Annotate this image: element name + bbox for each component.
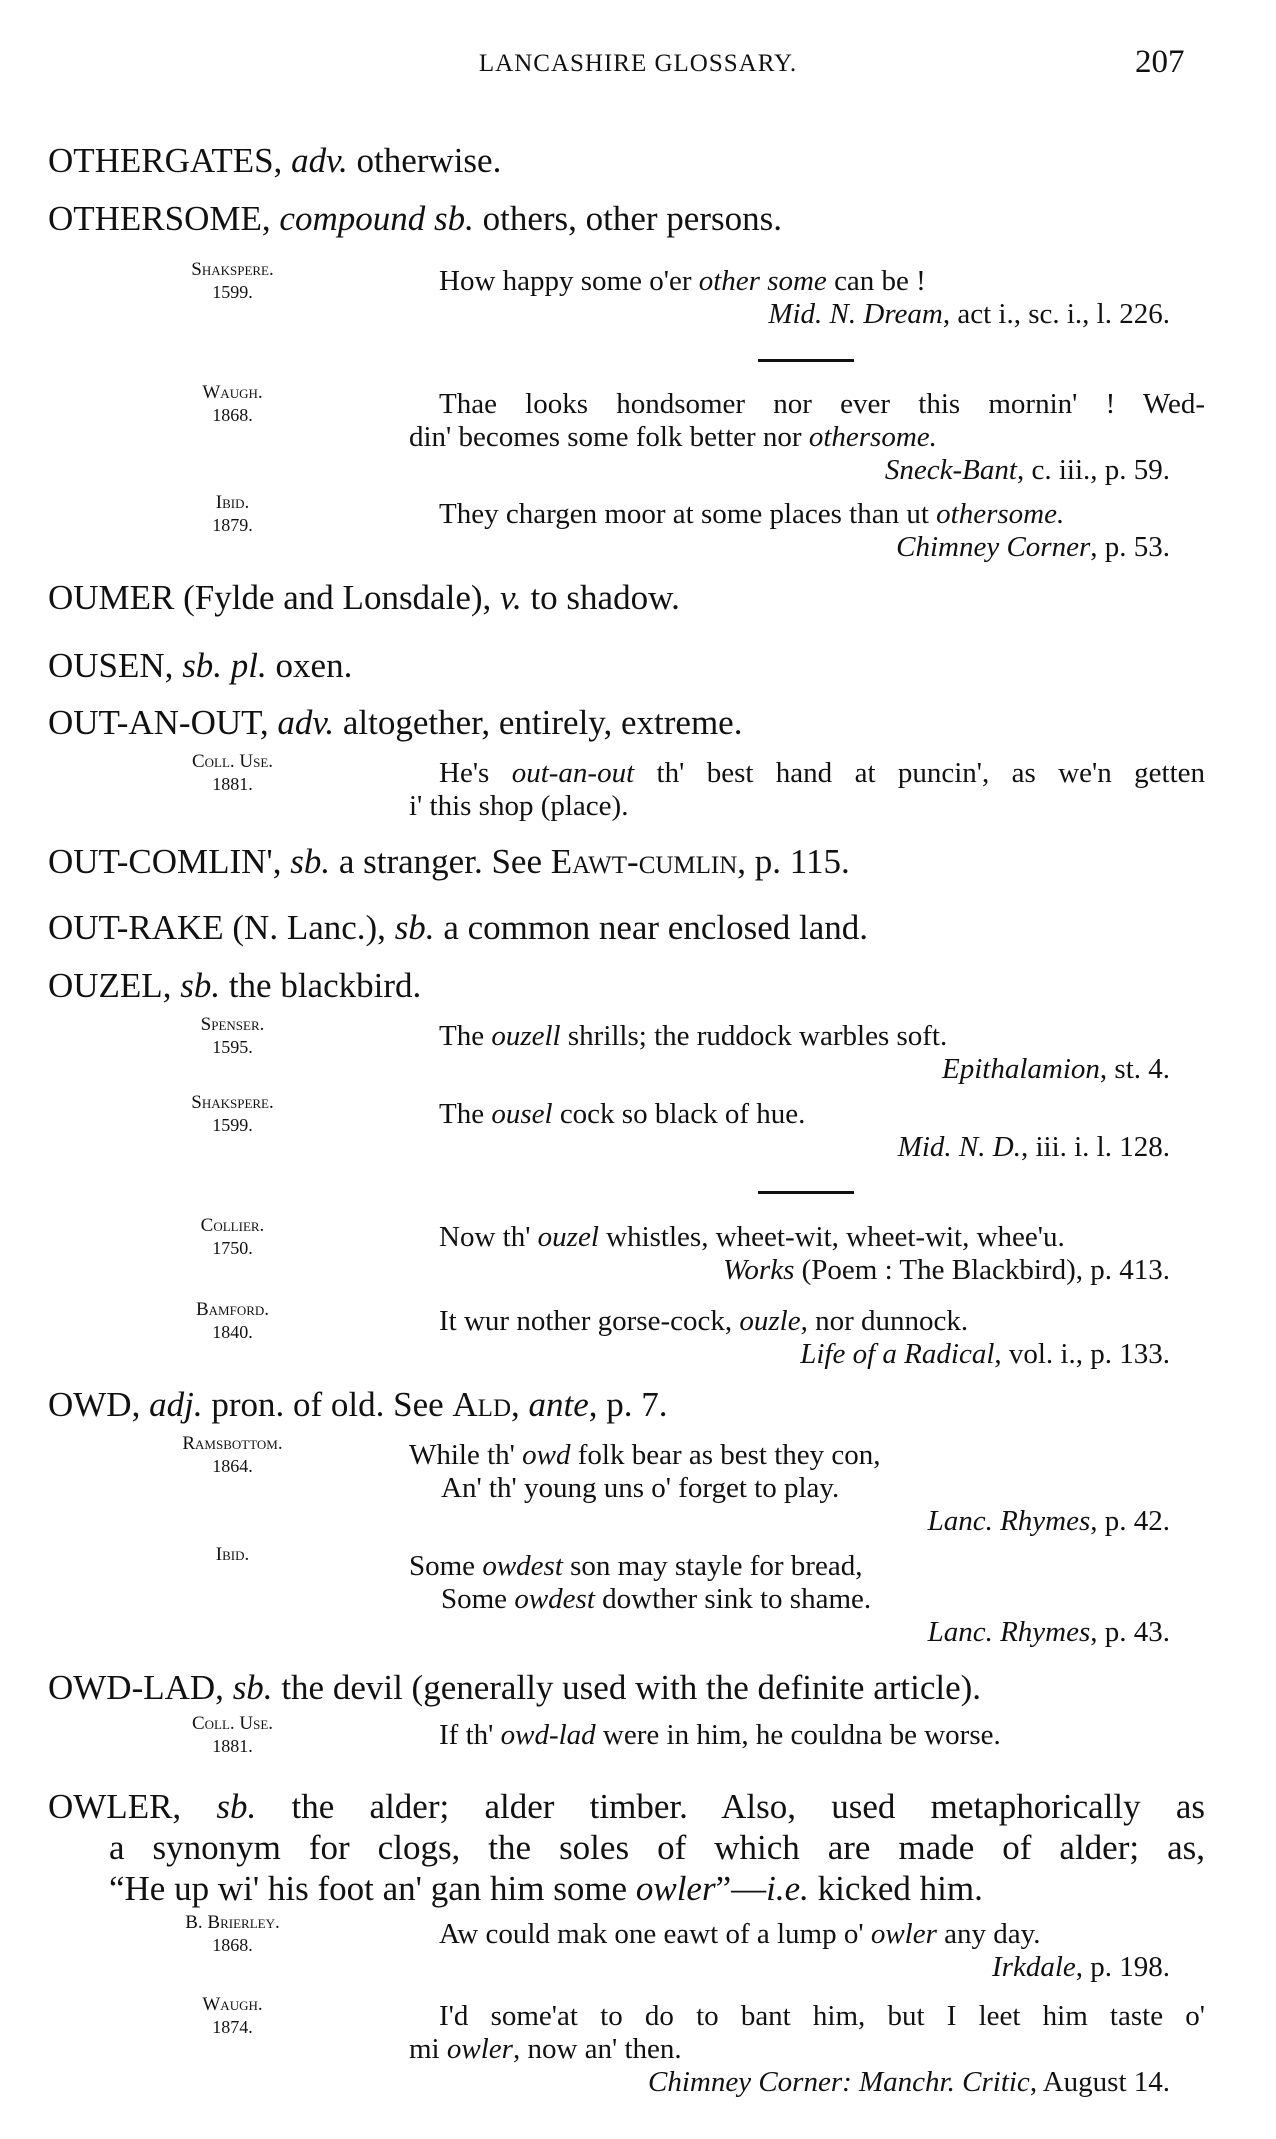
italic-text: adj. xyxy=(149,1385,203,1424)
italic-text: Life of a Radical xyxy=(800,1338,995,1370)
text-run: can be ! xyxy=(826,265,926,297)
text-run: the alder; alder timber. Also, used metaphorically as xyxy=(256,1787,1205,1826)
headword-line xyxy=(48,1827,1205,1868)
italic-text: out-an-out xyxy=(511,757,635,789)
text-run: i' this shop (place). xyxy=(409,790,629,822)
text-run: OUT-AN-OUT, xyxy=(48,703,278,742)
headword-entry xyxy=(48,140,1205,181)
text-run: Now th' xyxy=(439,1221,538,1253)
text-run: mi xyxy=(409,2033,447,2065)
quotation-text xyxy=(409,1305,1205,1371)
text-run: a stranger. See xyxy=(330,842,551,881)
text-run: oxen. xyxy=(266,646,353,685)
text-run: OTHERGATES, xyxy=(48,141,292,180)
quotation-year: 1881. xyxy=(212,1736,253,1756)
quotation-year: 1874. xyxy=(212,2017,253,2037)
page-number: 207 xyxy=(1135,44,1185,80)
quotation-line xyxy=(409,1550,1205,1583)
quotation-author xyxy=(130,382,335,426)
text-run: OWD-LAD, xyxy=(48,1668,233,1707)
text-run: Aw could mak one eawt of a lump o' xyxy=(439,1918,871,1950)
italic-text: Chimney Corner xyxy=(896,531,1091,563)
citation xyxy=(409,1951,1205,1984)
text-run: , st. 4. xyxy=(1099,1053,1170,1085)
text-run: How happy some o'er xyxy=(439,265,699,297)
italic-text: Mid. N. Dream xyxy=(768,298,943,330)
text-run: , p. 42. xyxy=(1090,1505,1170,1537)
citation xyxy=(409,1254,1205,1287)
text-run: nor dunnock. xyxy=(807,1305,969,1337)
citation xyxy=(409,2066,1205,2099)
text-run: were in him, he couldna be worse. xyxy=(595,1719,1001,1751)
italic-text: sb. xyxy=(394,908,435,947)
text-run: OUSEN, xyxy=(48,646,183,685)
citation xyxy=(409,1616,1205,1649)
text-run: OUT-RAKE (N. Lanc.), xyxy=(48,908,395,947)
author-name: Collier. xyxy=(200,1215,265,1236)
text-run: An' th' young uns o' forget to play. xyxy=(441,1472,840,1504)
italic-text: adv. xyxy=(291,141,348,180)
headword-entry xyxy=(48,1384,1205,1425)
headword-entry xyxy=(48,198,1205,239)
quotation-year: 1840. xyxy=(212,1322,253,1342)
quotation-line xyxy=(409,1098,1205,1131)
headword-line xyxy=(48,577,1205,618)
citation xyxy=(409,1505,1205,1538)
text-run: folk bear as best they con, xyxy=(570,1439,881,1471)
quotation-author xyxy=(130,492,335,536)
quotation-author xyxy=(130,259,335,303)
text-run: , now an' then. xyxy=(512,2033,682,2065)
quotation-year: 1864. xyxy=(212,1456,253,1476)
quotation-year: 1881. xyxy=(212,774,253,794)
citation xyxy=(409,1053,1205,1086)
italic-text: Lanc. Rhymes xyxy=(927,1505,1091,1537)
quotation-text xyxy=(409,1221,1205,1287)
text-run: OUMER (Fylde and Lonsdale), xyxy=(48,578,501,617)
quotation-text xyxy=(409,1098,1205,1164)
text-run: The xyxy=(439,1098,492,1130)
author-name: Coll. Use. xyxy=(191,751,274,772)
citation xyxy=(409,454,1205,487)
text-run: , p. 43. xyxy=(1090,1616,1170,1648)
italic-text: adv. xyxy=(277,703,335,742)
italic-text: owd-lad xyxy=(500,1719,596,1751)
italic-text: owd xyxy=(522,1439,571,1471)
text-run: cock so black of hue. xyxy=(552,1098,806,1130)
headword-entry xyxy=(48,1667,1205,1708)
quotation-text xyxy=(409,1020,1205,1086)
quotation-author xyxy=(130,1014,335,1058)
text-run: He's xyxy=(439,757,512,789)
quotation-year: 1868. xyxy=(212,405,253,425)
quotation-line xyxy=(409,265,1205,298)
text-run: altogether, entirely, extreme. xyxy=(334,703,743,742)
text-run: OUZEL, xyxy=(48,966,181,1005)
headword-entry xyxy=(48,702,1205,743)
quotation-year: 1750. xyxy=(212,1238,253,1258)
author-name: Coll. Use. xyxy=(191,1713,274,1734)
author-name: Spenser. xyxy=(200,1014,265,1035)
italic-text: Lanc. Rhymes xyxy=(927,1616,1091,1648)
text-run: , xyxy=(511,1385,529,1424)
text-run: Some xyxy=(409,1550,483,1582)
citation xyxy=(409,298,1205,331)
italic-text: v. xyxy=(500,578,522,617)
text-run: Some xyxy=(441,1583,515,1615)
italic-text: sb. pl. xyxy=(182,646,267,685)
quotation-year: 1879. xyxy=(212,515,253,535)
text-run: Thae looks hondsomer nor ever this mornin' ! Wed- xyxy=(439,388,1205,420)
quotation-line xyxy=(409,421,1205,454)
italic-text: sb. xyxy=(180,966,221,1005)
italic-text: ouzel xyxy=(537,1221,599,1253)
quotation-line xyxy=(409,1305,1205,1338)
text-run: pron. of old. See xyxy=(202,1385,453,1424)
quotation-author xyxy=(130,1994,335,2038)
text-run: , act i., sc. i., l. 226. xyxy=(942,298,1170,330)
headword-line xyxy=(48,1384,1205,1425)
author-name: Bamford. xyxy=(195,1299,270,1320)
text-run: otherwise. xyxy=(347,141,502,180)
author-name: Waugh. xyxy=(202,382,263,403)
text-run: OTHERSOME, xyxy=(48,199,280,238)
quotation-text xyxy=(409,1439,1205,1538)
text-run: While th' xyxy=(409,1439,523,1471)
citation xyxy=(409,531,1205,564)
headword-entry xyxy=(48,841,1205,882)
text-run: , p. 115. xyxy=(737,842,850,881)
italic-text: owdest xyxy=(482,1550,563,1582)
citation xyxy=(409,1338,1205,1371)
italic-text: Chimney Corner: Manchr. Critic xyxy=(648,2066,1030,2098)
author-name: Ibid. xyxy=(215,1544,250,1565)
text-run: ”— xyxy=(715,1869,767,1908)
italic-text: sb. xyxy=(216,1787,257,1826)
italic-text: Sneck-Bant xyxy=(884,454,1017,486)
text-run: , August 14. xyxy=(1029,2066,1170,2098)
text-run: whistles, wheet-wit, wheet-wit, whee'u. xyxy=(598,1221,1065,1253)
text-run: OWLER, xyxy=(48,1787,217,1826)
text-run: , vol. i., p. 133. xyxy=(994,1338,1170,1370)
quotation-line xyxy=(409,790,1205,823)
headword-entry xyxy=(48,577,1205,618)
quotation-author xyxy=(130,1713,335,1757)
italic-text: ante xyxy=(528,1385,589,1424)
quotation-text xyxy=(409,388,1205,487)
headword-line xyxy=(48,1667,1205,1708)
quotation-text xyxy=(409,498,1205,564)
quotation-line xyxy=(409,1439,1205,1472)
quotation-author xyxy=(130,1299,335,1343)
headword-line xyxy=(48,1786,1205,1827)
headword-line xyxy=(48,140,1205,181)
text-run: (Poem : The Blackbird), p. 413. xyxy=(794,1254,1170,1286)
quotation-text xyxy=(409,265,1205,331)
headword-line xyxy=(48,1868,1205,1909)
text-run: “He up wi' his foot an' gan him some xyxy=(109,1869,636,1908)
italic-text: othersome. xyxy=(808,421,937,453)
italic-text: owler xyxy=(446,2033,513,2065)
text-run: It wur nother gorse-cock, xyxy=(439,1305,740,1337)
quotation-text xyxy=(409,1719,1205,1752)
quotation-author xyxy=(130,1215,335,1259)
quotation-text xyxy=(409,1918,1205,1984)
quotation-author xyxy=(130,1544,335,1566)
text-run: the blackbird. xyxy=(220,966,422,1005)
italic-text: owler xyxy=(870,1918,937,1950)
quotation-author xyxy=(130,1433,335,1477)
text-run: kicked him. xyxy=(808,1869,983,1908)
text-run: son may stayle for bread, xyxy=(562,1550,863,1582)
headword-line xyxy=(48,198,1205,239)
quotation-year: 1868. xyxy=(212,1935,253,1955)
quotation-year: 1599. xyxy=(212,1115,253,1135)
author-name: Waugh. xyxy=(202,1994,263,2015)
italic-text: owler xyxy=(635,1869,716,1908)
text-run: , p. 198. xyxy=(1075,1951,1170,1983)
italic-text: other some xyxy=(698,265,827,297)
quotation-line xyxy=(409,498,1205,531)
text-run: OWD, xyxy=(48,1385,150,1424)
italic-text: Mid. N. D. xyxy=(897,1131,1021,1163)
text-run: any day. xyxy=(936,1918,1041,1950)
quotation-line xyxy=(409,1020,1205,1053)
headword-entry xyxy=(48,645,1205,686)
text-run: shrills; the ruddock warbles soft. xyxy=(560,1020,948,1052)
quotation-text xyxy=(409,757,1205,823)
headword-entry xyxy=(48,907,1205,948)
small-caps-text: Ald xyxy=(452,1385,512,1424)
small-caps-text: Eawt-cumlin xyxy=(550,842,738,881)
quotation-line xyxy=(409,388,1205,421)
author-name: Ibid. xyxy=(215,492,250,513)
author-name: B. Brierley. xyxy=(185,1912,280,1933)
text-run: a common near enclosed land. xyxy=(434,908,869,947)
text-run: The xyxy=(439,1020,492,1052)
italic-text: ousel xyxy=(491,1098,553,1130)
separator-rule xyxy=(758,359,854,362)
text-run: They chargen moor at some places than ut xyxy=(439,498,937,530)
text-run: , p. 53. xyxy=(1090,531,1170,563)
italic-text: Works xyxy=(722,1254,795,1286)
text-run: , iii. i. l. 128. xyxy=(1020,1131,1170,1163)
text-run: a synonym for clogs, the soles of which are made of alder; as, xyxy=(109,1828,1205,1867)
running-title: LANCASHIRE GLOSSARY. xyxy=(478,50,798,77)
author-name: Shakspere. xyxy=(191,1092,274,1113)
separator-rule xyxy=(758,1191,854,1194)
italic-text: compound sb. xyxy=(279,199,474,238)
italic-text: owdest xyxy=(514,1583,595,1615)
italic-text: sb. xyxy=(232,1668,273,1707)
text-run: , c. iii., p. 59. xyxy=(1016,454,1170,486)
quotation-author xyxy=(130,1092,335,1136)
headword-line xyxy=(48,645,1205,686)
text-run: I'd some'at to do to bant him, but I leet him taste o' xyxy=(439,2000,1205,2032)
quotation-year: 1599. xyxy=(212,282,253,302)
headword-entry xyxy=(48,1786,1205,1909)
quotation-line xyxy=(409,1918,1205,1951)
text-run: the devil (generally used with the definite article). xyxy=(272,1668,982,1707)
text-run: OUT-COMLIN', xyxy=(48,842,291,881)
text-run: , p. 7. xyxy=(588,1385,668,1424)
quotation-line xyxy=(409,757,1205,790)
text-run: others, other persons. xyxy=(473,199,782,238)
italic-text: sb. xyxy=(290,842,331,881)
italic-text: ouzell xyxy=(491,1020,561,1052)
quotation-text xyxy=(409,1550,1205,1649)
citation xyxy=(409,1131,1205,1164)
italic-text: Epithalamion xyxy=(942,1053,1100,1085)
text-run: dowther sink to shame. xyxy=(594,1583,872,1615)
italic-text: othersome. xyxy=(936,498,1065,530)
quotation-line xyxy=(409,1719,1205,1752)
text-run: to shadow. xyxy=(521,578,680,617)
headword-line xyxy=(48,841,1205,882)
italic-text: i.e. xyxy=(766,1869,809,1908)
author-name: Ramsbottom. xyxy=(182,1433,283,1454)
quotation-line xyxy=(409,2033,1205,2066)
italic-text: ouzle, xyxy=(739,1305,808,1337)
author-name: Shakspere. xyxy=(191,259,274,280)
headword-line xyxy=(48,907,1205,948)
quotation-author xyxy=(130,1912,335,1956)
text-run: If th' xyxy=(439,1719,501,1751)
headword-line xyxy=(48,965,1205,1006)
headword-entry xyxy=(48,965,1205,1006)
text-run: th' best hand at puncin', as we'n getten xyxy=(634,757,1205,789)
quotation-line xyxy=(409,1472,1205,1505)
text-run: din' becomes some folk better nor xyxy=(409,421,809,453)
headword-line xyxy=(48,702,1205,743)
quotation-line xyxy=(409,2000,1205,2033)
quotation-text xyxy=(409,2000,1205,2099)
quotation-line xyxy=(409,1221,1205,1254)
quotation-year: 1595. xyxy=(212,1037,253,1057)
quotation-line xyxy=(409,1583,1205,1616)
quotation-author xyxy=(130,751,335,795)
italic-text: Irkdale xyxy=(992,1951,1076,1983)
